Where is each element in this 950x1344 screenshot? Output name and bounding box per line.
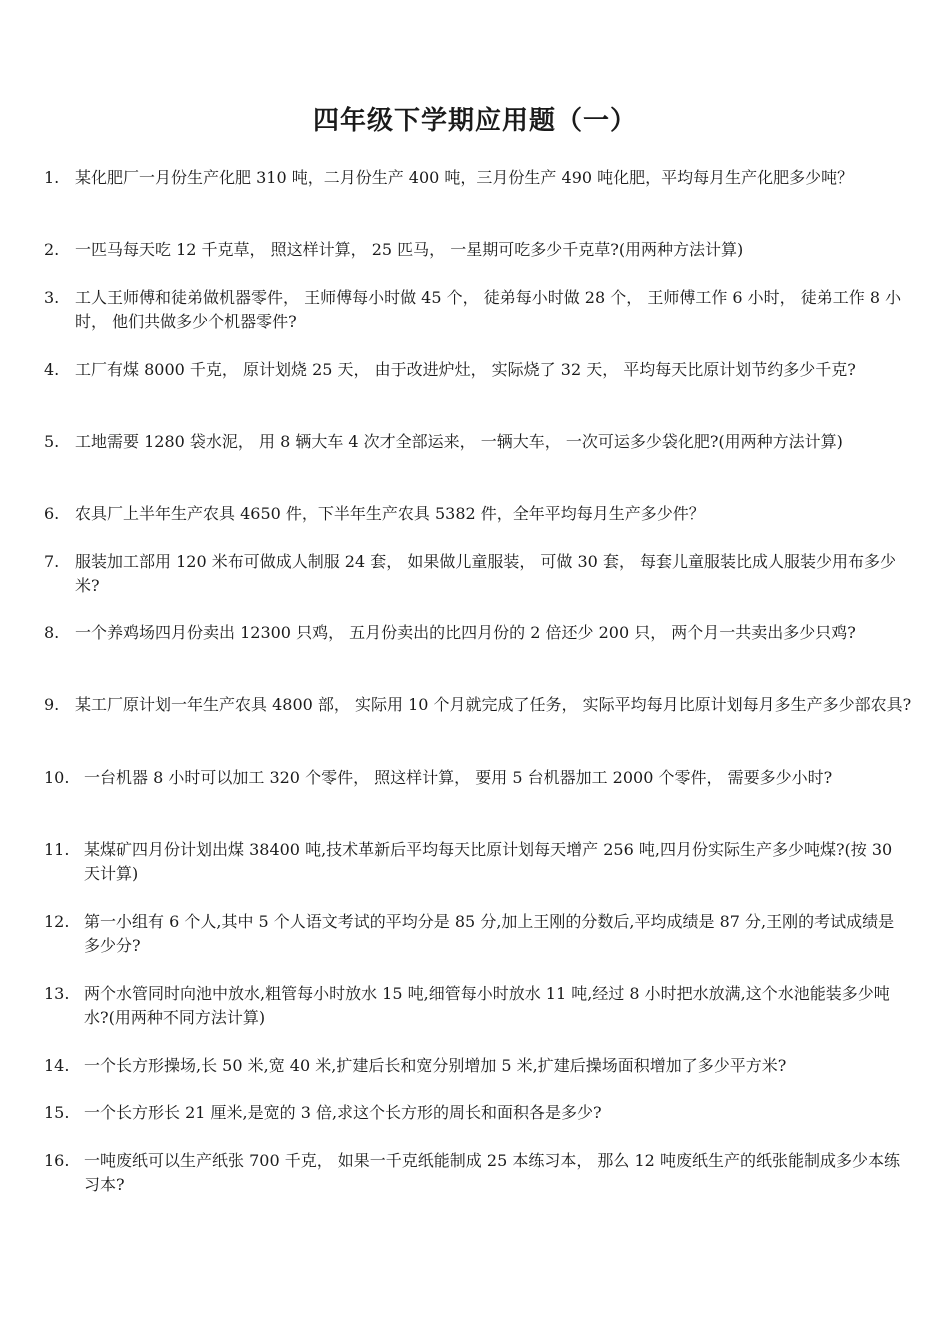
problem-item bbox=[0, 550, 915, 598]
problem-text: 两个水管同时向池中放水,粗管每小时放水 15 吨,细管每小时放水 11 吨,经过 8 小时把水放满,这个水池能装多少吨水?(用两种不同方法计算) bbox=[84, 984, 890, 1027]
problem-item bbox=[0, 502, 915, 526]
problem-text: 某煤矿四月份计划出煤 38400 吨,技术革新后平均每天比原计划每天增产 256 吨,四月份实际生产多少吨煤?(按 30 天计算) bbox=[84, 840, 893, 883]
problem-text: 某工厂原计划一年生产农具 4800 部， 实际用 10 个月就完成了任务， 实际平均每月比原计划每月多生产多少部农具? bbox=[75, 695, 912, 714]
problem-number: 12. bbox=[44, 912, 70, 931]
problem-number: 3. bbox=[44, 288, 60, 307]
problem-item bbox=[0, 1054, 909, 1078]
problem-number: 1. bbox=[44, 168, 60, 187]
problem-item bbox=[0, 166, 915, 190]
problem-number: 5. bbox=[44, 432, 60, 451]
problem-number: 14. bbox=[44, 1056, 70, 1075]
problem-number: 16. bbox=[44, 1151, 70, 1170]
problem-text: 一匹马每天吃 12 千克草， 照这样计算， 25 匹马， 一星期可吃多少千克草?(用两种方法计算) bbox=[75, 240, 744, 259]
problem-item bbox=[0, 1101, 909, 1125]
problem-text: 一吨废纸可以生产纸张 700 千克， 如果一千克纸能制成 25 本练习本， 那么 12 吨废纸生产的纸张能制成多少本练习本? bbox=[84, 1151, 900, 1194]
problem-text: 工地需要 1280 袋水泥， 用 8 辆大车 4 次才全部运来， 一辆大车， 一次可运多少袋化肥?(用两种方法计算) bbox=[75, 432, 843, 451]
problem-item bbox=[0, 286, 915, 334]
problem-text: 服装加工部用 120 米布可做成人制服 24 套， 如果做儿童服装， 可做 30 套， 每套儿童服装比成人服装少用布多少米? bbox=[75, 552, 897, 595]
problem-item bbox=[0, 238, 915, 262]
problem-item bbox=[0, 838, 909, 886]
problem-item bbox=[0, 430, 915, 454]
problem-text: 一个长方形长 21 厘米,是宽的 3 倍,求这个长方形的周长和面积各是多少? bbox=[84, 1103, 602, 1122]
problem-item bbox=[0, 358, 915, 382]
problem-number: 13. bbox=[44, 984, 70, 1003]
problem-item bbox=[0, 621, 915, 645]
problem-number: 6. bbox=[44, 504, 60, 523]
problem-item bbox=[0, 693, 915, 717]
problem-number: 2. bbox=[44, 240, 60, 259]
problem-number: 9. bbox=[44, 695, 60, 714]
problem-text: 第一小组有 6 个人,其中 5 个人语文考试的平均分是 85 分,加上王刚的分数后,平均成绩是 87 分,王刚的考试成绩是多少分? bbox=[84, 912, 895, 955]
problem-number: 8. bbox=[44, 623, 60, 642]
problem-text: 工人王师傅和徒弟做机器零件， 王师傅每小时做 45 个， 徒弟每小时做 28 个， 王师傅工作 6 小时， 徒弟工作 8 小时， 他们共做多少个机器零件? bbox=[75, 288, 902, 331]
problem-item bbox=[0, 766, 909, 790]
problem-number: 7. bbox=[44, 552, 60, 571]
problem-text: 工厂有煤 8000 千克， 原计划烧 25 天， 由于改进炉灶， 实际烧了 32 天， 平均每天比原计划节约多少千克? bbox=[75, 360, 856, 379]
problem-text: 某化肥厂一月份生产化肥 310 吨，二月份生产 400 吨，三月份生产 490 吨化肥，平均每月生产化肥多少吨？ bbox=[75, 168, 854, 187]
problem-number: 10. bbox=[44, 768, 70, 787]
problem-number: 15. bbox=[44, 1103, 70, 1122]
page-title: 四年级下学期应用题（一） bbox=[312, 106, 637, 136]
problem-number: 11. bbox=[44, 840, 70, 859]
problem-item bbox=[0, 1149, 909, 1197]
problem-text: 一台机器 8 小时可以加工 320 个零件， 照这样计算， 要用 5 台机器加工 2000 个零件， 需要多少小时? bbox=[84, 768, 833, 787]
problem-text: 一个长方形操场,长 50 米,宽 40 米,扩建后长和宽分别增加 5 米,扩建后操场面积增加了多少平方米? bbox=[84, 1056, 787, 1075]
problem-item bbox=[0, 982, 909, 1030]
problem-number: 4. bbox=[44, 360, 60, 379]
problem-item bbox=[0, 910, 909, 958]
problem-text: 农具厂上半年生产农具 4650 件，下半年生产农具 5382 件，全年平均每月生产多少件？ bbox=[75, 504, 705, 523]
problem-text: 一个养鸡场四月份卖出 12300 只鸡， 五月份卖出的比四月份的 2 倍还少 200 只， 两个月一共卖出多少只鸡? bbox=[75, 623, 856, 642]
